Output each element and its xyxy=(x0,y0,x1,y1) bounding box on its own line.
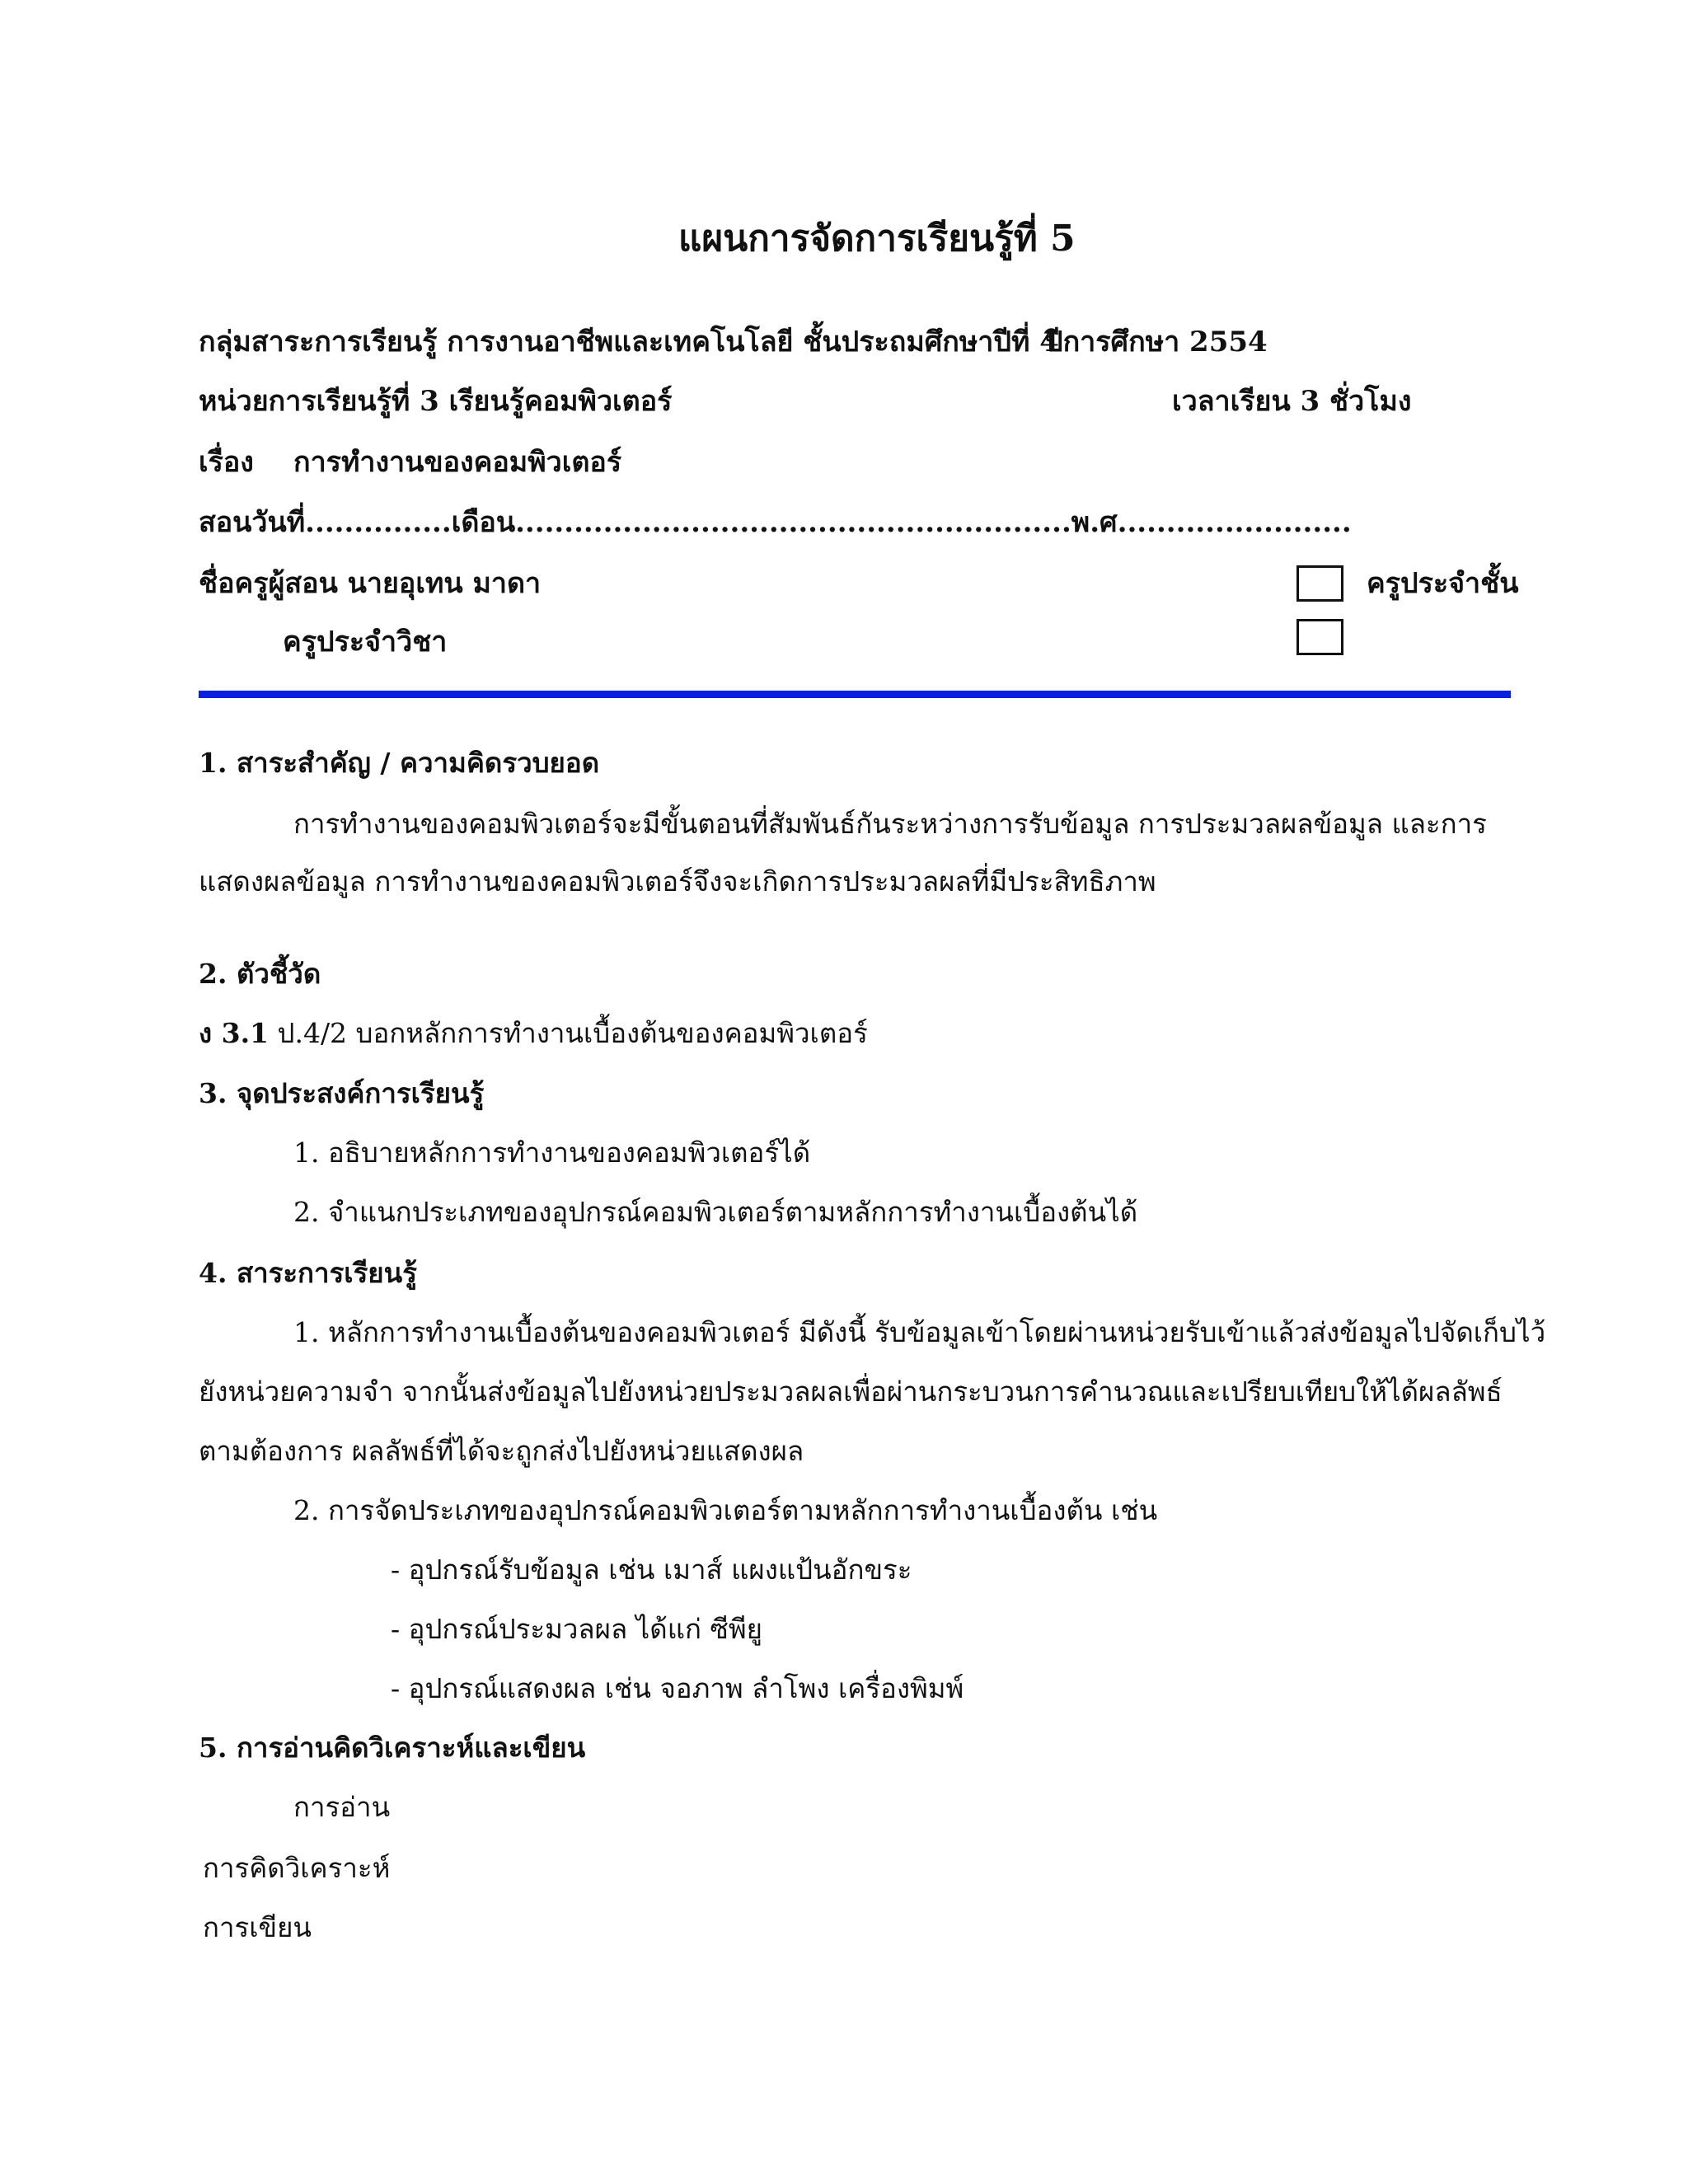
device-list-item-2: - อุปกรณ์ประมวลผล ได้แก่ ซีพียู xyxy=(391,1613,762,1645)
section-1-line-1: การทำงานของคอมพิวเตอร์จะมีขั้นตอนที่สัมพันธ์กันระหว่างการรับข้อมูล การประมวลผลข้อมูล และการ xyxy=(293,808,1487,840)
subject-group: กลุ่มสาระการเรียนรู้ การงานอาชีพและเทคโนโลยี ชั้นประถมศึกษาปีที่ 4 xyxy=(199,326,1059,359)
teaching-date-line: สอนวันที่...............เดือน.........................................................พ.ศ........................ xyxy=(199,506,1352,539)
content-1-line-2: ยังหน่วยความจำ จากนั้นส่งข้อมูลไปยังหน่วยประมวลผลเพื่อผ่านกระบวนการคำนวณและเปรียบเทียบให้ได้ผลลัพธ์ xyxy=(199,1376,1503,1408)
section-5-heading: 5. การอ่านคิดวิเคราะห์และเขียน xyxy=(199,1732,586,1764)
content-1-line-1: 1. หลักการทำงานเบื้องต้นของคอมพิวเตอร์ มีดังนี้ รับข้อมูลเข้าโดยผ่านหน่วยรับเข้าแล้วส่งข้อมูลไปจัดเก็บไว้ xyxy=(293,1316,1546,1348)
device-list-item-1: - อุปกรณ์รับข้อมูล เช่น เมาส์ แผงแป้นอักขระ xyxy=(391,1554,912,1586)
homeroom-teacher-checkbox[interactable] xyxy=(1296,565,1343,602)
indicator-text: ป.4/2 บอกหลักการทำงานเบื้องต้นของคอมพิวเตอร์ xyxy=(269,1017,868,1049)
teacher-name: ชื่อครูผู้สอน นายอุเทน มาดา xyxy=(199,567,542,600)
indicator-code: ง 3.1 xyxy=(199,1017,270,1049)
objective-item-2: 2. จำแนกประเภทของอุปกรณ์คอมพิวเตอร์ตามหลักการทำงานเบื้องต้นได้ xyxy=(293,1196,1138,1228)
section-3-heading: 3. จุดประสงค์การเรียนรู้ xyxy=(199,1077,485,1109)
section-1-heading: 1. สาระสำคัญ / ความคิดรวบยอด xyxy=(199,747,600,779)
indicator-line xyxy=(199,1019,868,1047)
section-4-heading: 4. สาระการเรียนรู้ xyxy=(199,1257,417,1289)
academic-year: ปีการศึกษา 2554 xyxy=(1045,326,1268,359)
content-2: 2. การจัดประเภทของอุปกรณ์คอมพิวเตอร์ตามหลักการทำงานเบื้องต้น เช่น xyxy=(293,1494,1158,1526)
header-divider xyxy=(199,691,1511,698)
topic-name: การทำงานของคอมพิวเตอร์ xyxy=(293,446,622,479)
section-2-heading: 2. ตัวชี้วัด xyxy=(199,958,321,990)
section-1-line-2: แสดงผลข้อมูล การทำงานของคอมพิวเตอร์จึงจะเกิดการประมวลผลที่มีประสิทธิภาพ xyxy=(199,865,1156,898)
study-time: เวลาเรียน 3 ชั่วโมง xyxy=(1172,385,1412,418)
device-list-item-3: - อุปกรณ์แสดงผล เช่น จอภาพ ลำโพง เครื่องพิมพ์ xyxy=(391,1672,964,1704)
page-title: แผนการจัดการเรียนรู้ที่ 5 xyxy=(678,218,1076,260)
thinking-label: การคิดวิเคราะห์ xyxy=(203,1852,391,1884)
content-1-line-3: ตามต้องการ ผลลัพธ์ที่ได้จะถูกส่งไปยังหน่วยแสดงผล xyxy=(199,1435,804,1467)
unit-title: หน่วยการเรียนรู้ที่ 3 เรียนรู้คอมพิวเตอร์ xyxy=(199,385,673,418)
subject-teacher-label: ครูประจำวิชา xyxy=(283,626,448,658)
subject-teacher-checkbox[interactable] xyxy=(1296,619,1343,655)
reading-label: การอ่าน xyxy=(293,1791,391,1823)
writing-label: การเขียน xyxy=(203,1911,312,1943)
homeroom-teacher-label: ครูประจำชั้น xyxy=(1367,567,1519,600)
topic-label: เรื่อง xyxy=(199,446,254,479)
objective-item-1: 1. อธิบายหลักการทำงานของคอมพิวเตอร์ได้ xyxy=(293,1137,811,1169)
